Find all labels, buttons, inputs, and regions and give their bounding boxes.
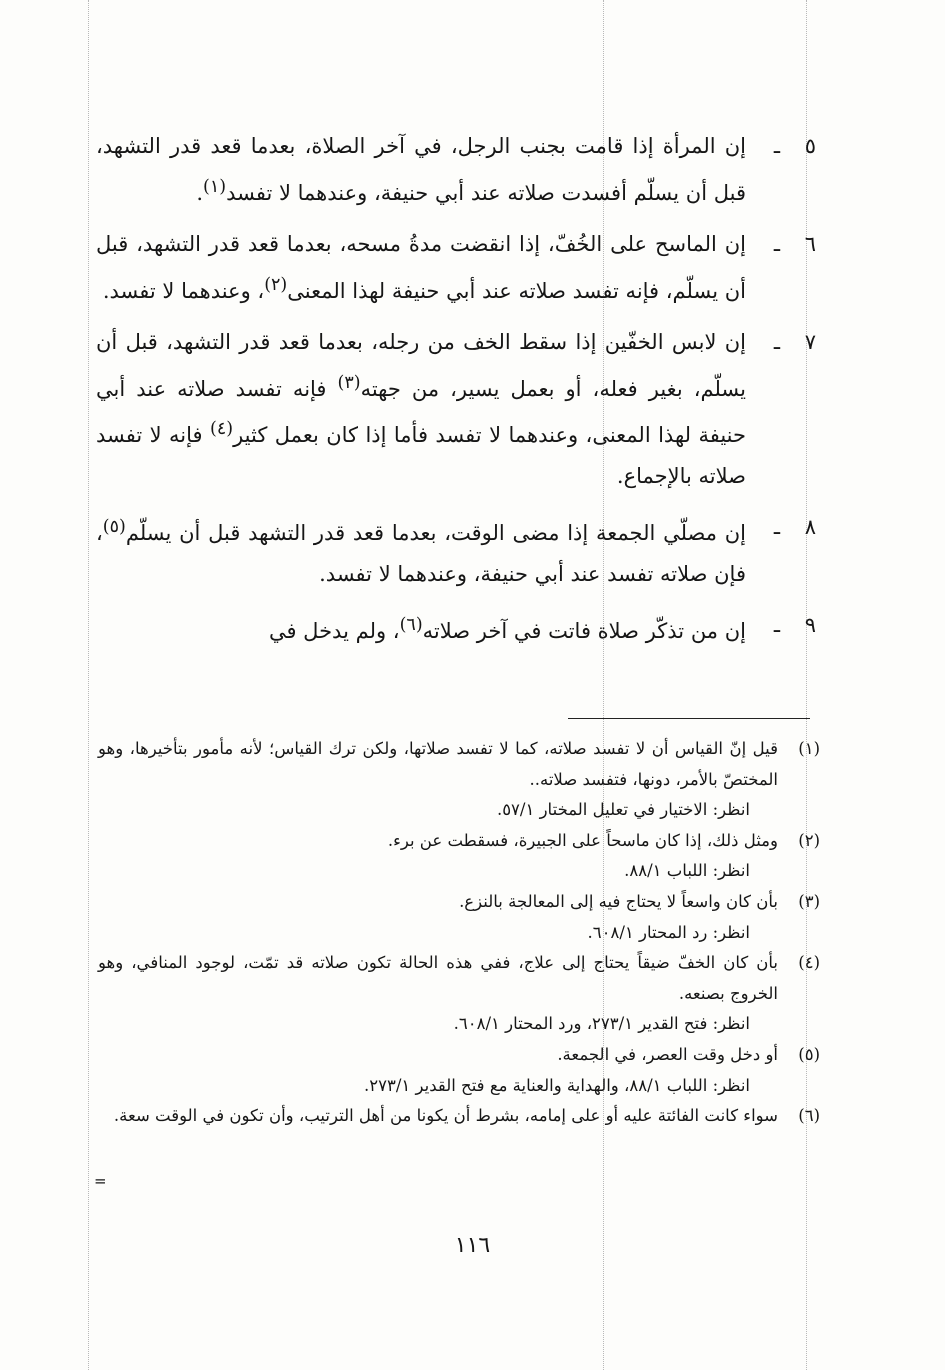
list-item: [96, 507, 816, 594]
footnote-text: سواء كانت الفائتة عليه أو على إمامه، بشرط أن يكونا من أهل الترتيب، وأن تكون في الوقت سعة.: [113, 1106, 778, 1126]
footnote-number: (٥): [798, 1044, 820, 1064]
footnote-separator: [568, 718, 810, 719]
footnote-number: (١): [798, 739, 820, 758]
footnote-text: ومثل ذلك، إذا كان ماسحاً على الجبيرة، فسقطت عن برء.: [387, 830, 778, 850]
item-number: ٦: [804, 232, 816, 256]
footnote: [98, 887, 820, 918]
footnote-text: أو دخل وقت العصر، في الجمعة.: [557, 1044, 778, 1064]
footnote: [98, 734, 820, 795]
footnote-text: قيل إنّ القياس أن لا تفسد صلاته، كما لا تفسد صلاتها، ولكن ترك القياس؛ لأنه مأمور بتأخيرها، وهو المختصّ بالأمر، دونها، فتفسد صلاته..: [98, 739, 778, 789]
footnote-text: بأن كان الخفّ ضيقاً يحتاج إلى علاج، ففي هذه الحالة تكون صلاته قد تمّت، لوجود المنافي، وهو الخروج بصنعه.: [98, 953, 778, 1003]
page-number: ١١٦: [454, 1233, 491, 1258]
item-text: إن الماسح على الخُفّ، إذا انقضت مدةُ مسحه، بعدما قعد قدر التشهد، قبل أن يسلّم، فإنه تفسد صلاته عند أبي حنيفة لهذا المعنى: [96, 232, 746, 303]
footnote-source: انظر: فتح القدير ٢٧٣/١، ورد المحتار ٦٠٨/١.: [453, 1014, 750, 1034]
footnote-source: انظر: اللباب ٨٨/١.: [624, 861, 750, 881]
list-item: [96, 322, 816, 496]
item-number: ٧: [804, 330, 816, 354]
footnote-number: (٢): [798, 830, 820, 850]
main-text: [96, 126, 816, 645]
item-text-tail: ، ولم يدخل في: [268, 619, 400, 643]
footnote: [98, 1101, 820, 1132]
footnote: [98, 1040, 820, 1071]
list-item: [96, 126, 816, 213]
footnote-source: انظر: رد المحتار ٦٠٨/١.: [587, 922, 750, 942]
item-text-tail: فإنه لا تفسد صلاته بالإجماع.: [96, 423, 746, 488]
footnote-number: (٤): [798, 953, 820, 973]
footnote-ref: (٥): [102, 517, 126, 537]
item-text: إن المرأة إذا قامت بجنب الرجل، في آخر الصلاة، بعدما قعد قدر التشهد، قبل أن يسلّم أفسدت صلاته عند أبي حنيفة، وعندهما لا تفسد: [96, 134, 746, 205]
footnote-source: انظر: اللباب ٨٨/١، والهداية والعناية مع فتح القدير ٢٧٣/١.: [363, 1075, 750, 1095]
item-dash: ـ: [773, 330, 780, 354]
item-dash: ـ: [773, 232, 780, 256]
footnote-number: (٦): [798, 1106, 820, 1126]
footnote: [98, 948, 820, 1009]
item-number: ٨: [804, 515, 816, 539]
footnote-source: انظر: الاختيار في تعليل المختار ٥٧/١.: [496, 800, 750, 820]
continuation-mark: =: [94, 1172, 107, 1190]
footnote-ref: (٣): [337, 372, 361, 393]
footnote-number: (٣): [798, 891, 820, 911]
item-text-tail: .: [196, 180, 204, 205]
item-text-tail: ، فإن صلاته تفسد عند أبي حنيفة، وعندهما لا تفسد.: [96, 521, 746, 586]
footnotes: [98, 734, 820, 1132]
footnote-ref: (٤): [210, 419, 234, 439]
footnote-ref: (١): [203, 176, 227, 197]
item-text-tail: ، وعندهما لا تفسد.: [102, 278, 265, 303]
footnote-text: بأن كان واسعاً لا يحتاج فيه إلى المعالجة بالنزع.: [459, 891, 778, 911]
list-item: [96, 224, 816, 311]
item-text: إن مصلّي الجمعة إذا مضى الوقت، بعدما قعد قدر التشهد قبل أن يسلّم: [125, 521, 746, 545]
item-number: ٩: [804, 613, 816, 637]
item-dash: ـ: [773, 515, 780, 539]
list-item: [96, 605, 816, 645]
scan-guide-line: [88, 0, 89, 1370]
item-number: ٥: [804, 134, 816, 158]
footnote-ref: (٦): [399, 615, 423, 635]
item-dash: ـ: [773, 613, 780, 637]
item-dash: ـ: [773, 134, 780, 158]
footnote: [98, 826, 820, 857]
item-text: إن لابس الخفّين إذا سقط الخف من رجله، بعدما قعد قدر التشهد، قبل أن يسلّم، بغير فعله، أو بعمل يسير، من جهته: [96, 330, 746, 401]
item-text-tail: فإنه تفسد صلاته عند أبي حنيفة لهذا المعنى، وعندهما لا تفسد فأما إذا كان بعمل كثير: [96, 376, 746, 447]
item-text: إن من تذكّر صلاة فاتت في آخر صلاته: [422, 619, 746, 643]
footnote-ref: (٢): [264, 274, 288, 295]
